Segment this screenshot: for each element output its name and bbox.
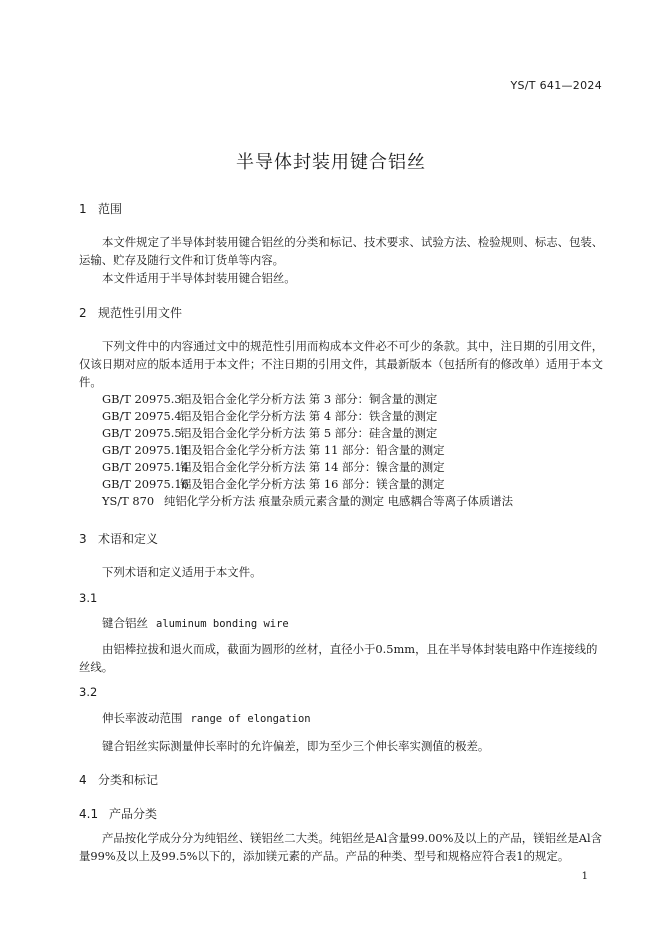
term-chinese: 伸长率波动范围 <box>102 711 183 725</box>
reference-title: 铝及铝合金化学分析方法 第 11 部分：铅含量的测定 <box>180 443 445 457</box>
subsection-number: 4.1 <box>79 807 99 821</box>
section-1-heading <box>79 200 122 217</box>
term-entry <box>102 615 289 631</box>
section-title: 范围 <box>98 202 123 216</box>
classification-paragraph: 产品按化学成分分为纯铝丝、镁铝丝二大类。纯铝丝是Al含量99.00%及以上的产品，镁铝丝是Al含量99%及以上及99.5%以下的，添加镁元素的产品。产品的种类、型号和规格应符合表1的规定。 <box>79 831 603 863</box>
reference-title: 纯铝化学分析方法 痕量杂质元素含量的测定 电感耦合等离子体质谱法 <box>164 494 513 508</box>
reference-item <box>102 391 437 407</box>
subsection-title: 产品分类 <box>109 807 158 821</box>
section-number: 3 <box>79 532 87 546</box>
section-number: 4 <box>79 773 87 787</box>
reference-code: GB/T 20975.3 <box>102 392 182 406</box>
reference-code: GB/T 20975.5 <box>102 426 182 440</box>
subsection-4-1-heading <box>79 805 157 822</box>
section-title: 规范性引用文件 <box>98 306 183 320</box>
reference-item <box>102 493 513 509</box>
references-intro-paragraph: 下列文件中的内容通过文中的规范性引用而构成本文件必不可少的条款。其中，注日期的引用文件，仅该日期对应的版本适用于本文件；不注日期的引用文件，其最新版本（包括所有的修改单）适用于本文件。 <box>79 339 604 389</box>
reference-item <box>102 459 445 475</box>
reference-code: GB/T 20975.14 <box>102 460 189 474</box>
term-english: aluminum bonding wire <box>156 618 289 630</box>
section-4-heading <box>79 771 158 788</box>
reference-item <box>102 425 437 441</box>
section-2-heading <box>79 304 182 321</box>
term-entry <box>102 710 311 726</box>
reference-title: 铝及铝合金化学分析方法 第 4 部分：铁含量的测定 <box>180 409 438 423</box>
reference-code: GB/T 20975.16 <box>102 477 189 491</box>
reference-code: YS/T 870 <box>102 494 155 508</box>
reference-code: GB/T 20975.4 <box>102 409 182 423</box>
terms-intro-paragraph: 下列术语和定义适用于本文件。 <box>102 565 262 579</box>
document-title: 半导体封装用键合铝丝 <box>236 152 426 173</box>
section-number: 1 <box>79 202 87 216</box>
reference-item <box>102 442 445 458</box>
scope-paragraph-2: 本文件适用于半导体封装用键合铝丝。 <box>102 271 296 285</box>
reference-title: 铝及铝合金化学分析方法 第 16 部分：镁含量的测定 <box>180 477 445 491</box>
section-number: 2 <box>79 306 87 320</box>
term-definition: 键合铝丝实际测量伸长率时的允许偏差，即为至少三个伸长率实测值的极差。 <box>102 739 490 753</box>
standard-number: YS/T 641—2024 <box>510 79 602 92</box>
reference-code: GB/T 20975.11 <box>102 443 189 457</box>
reference-title: 铝及铝合金化学分析方法 第 14 部分：镍含量的测定 <box>180 460 445 474</box>
term-chinese: 键合铝丝 <box>102 616 148 630</box>
term-number: 3.2 <box>79 685 98 699</box>
term-number: 3.1 <box>79 591 98 605</box>
scope-paragraph-1: 本文件规定了半导体封装用键合铝丝的分类和标记、技术要求、试验方法、检验规则、标志、包装、运输、贮存及随行文件和订货单等内容。 <box>79 235 604 267</box>
reference-title: 铝及铝合金化学分析方法 第 5 部分：硅含量的测定 <box>180 426 438 440</box>
term-definition: 由铝棒拉拔和退火而成，截面为圆形的丝材，直径小于0.5mm，且在半导体封装电路中作连接线的丝线。 <box>79 642 598 674</box>
reference-item <box>102 476 445 492</box>
page-number: 1 <box>581 871 588 882</box>
reference-title: 铝及铝合金化学分析方法 第 3 部分：铜含量的测定 <box>180 392 438 406</box>
section-title: 术语和定义 <box>98 532 159 546</box>
section-title: 分类和标记 <box>98 773 159 787</box>
section-3-heading <box>79 530 158 547</box>
reference-item <box>102 408 437 424</box>
term-english: range of elongation <box>190 713 311 725</box>
